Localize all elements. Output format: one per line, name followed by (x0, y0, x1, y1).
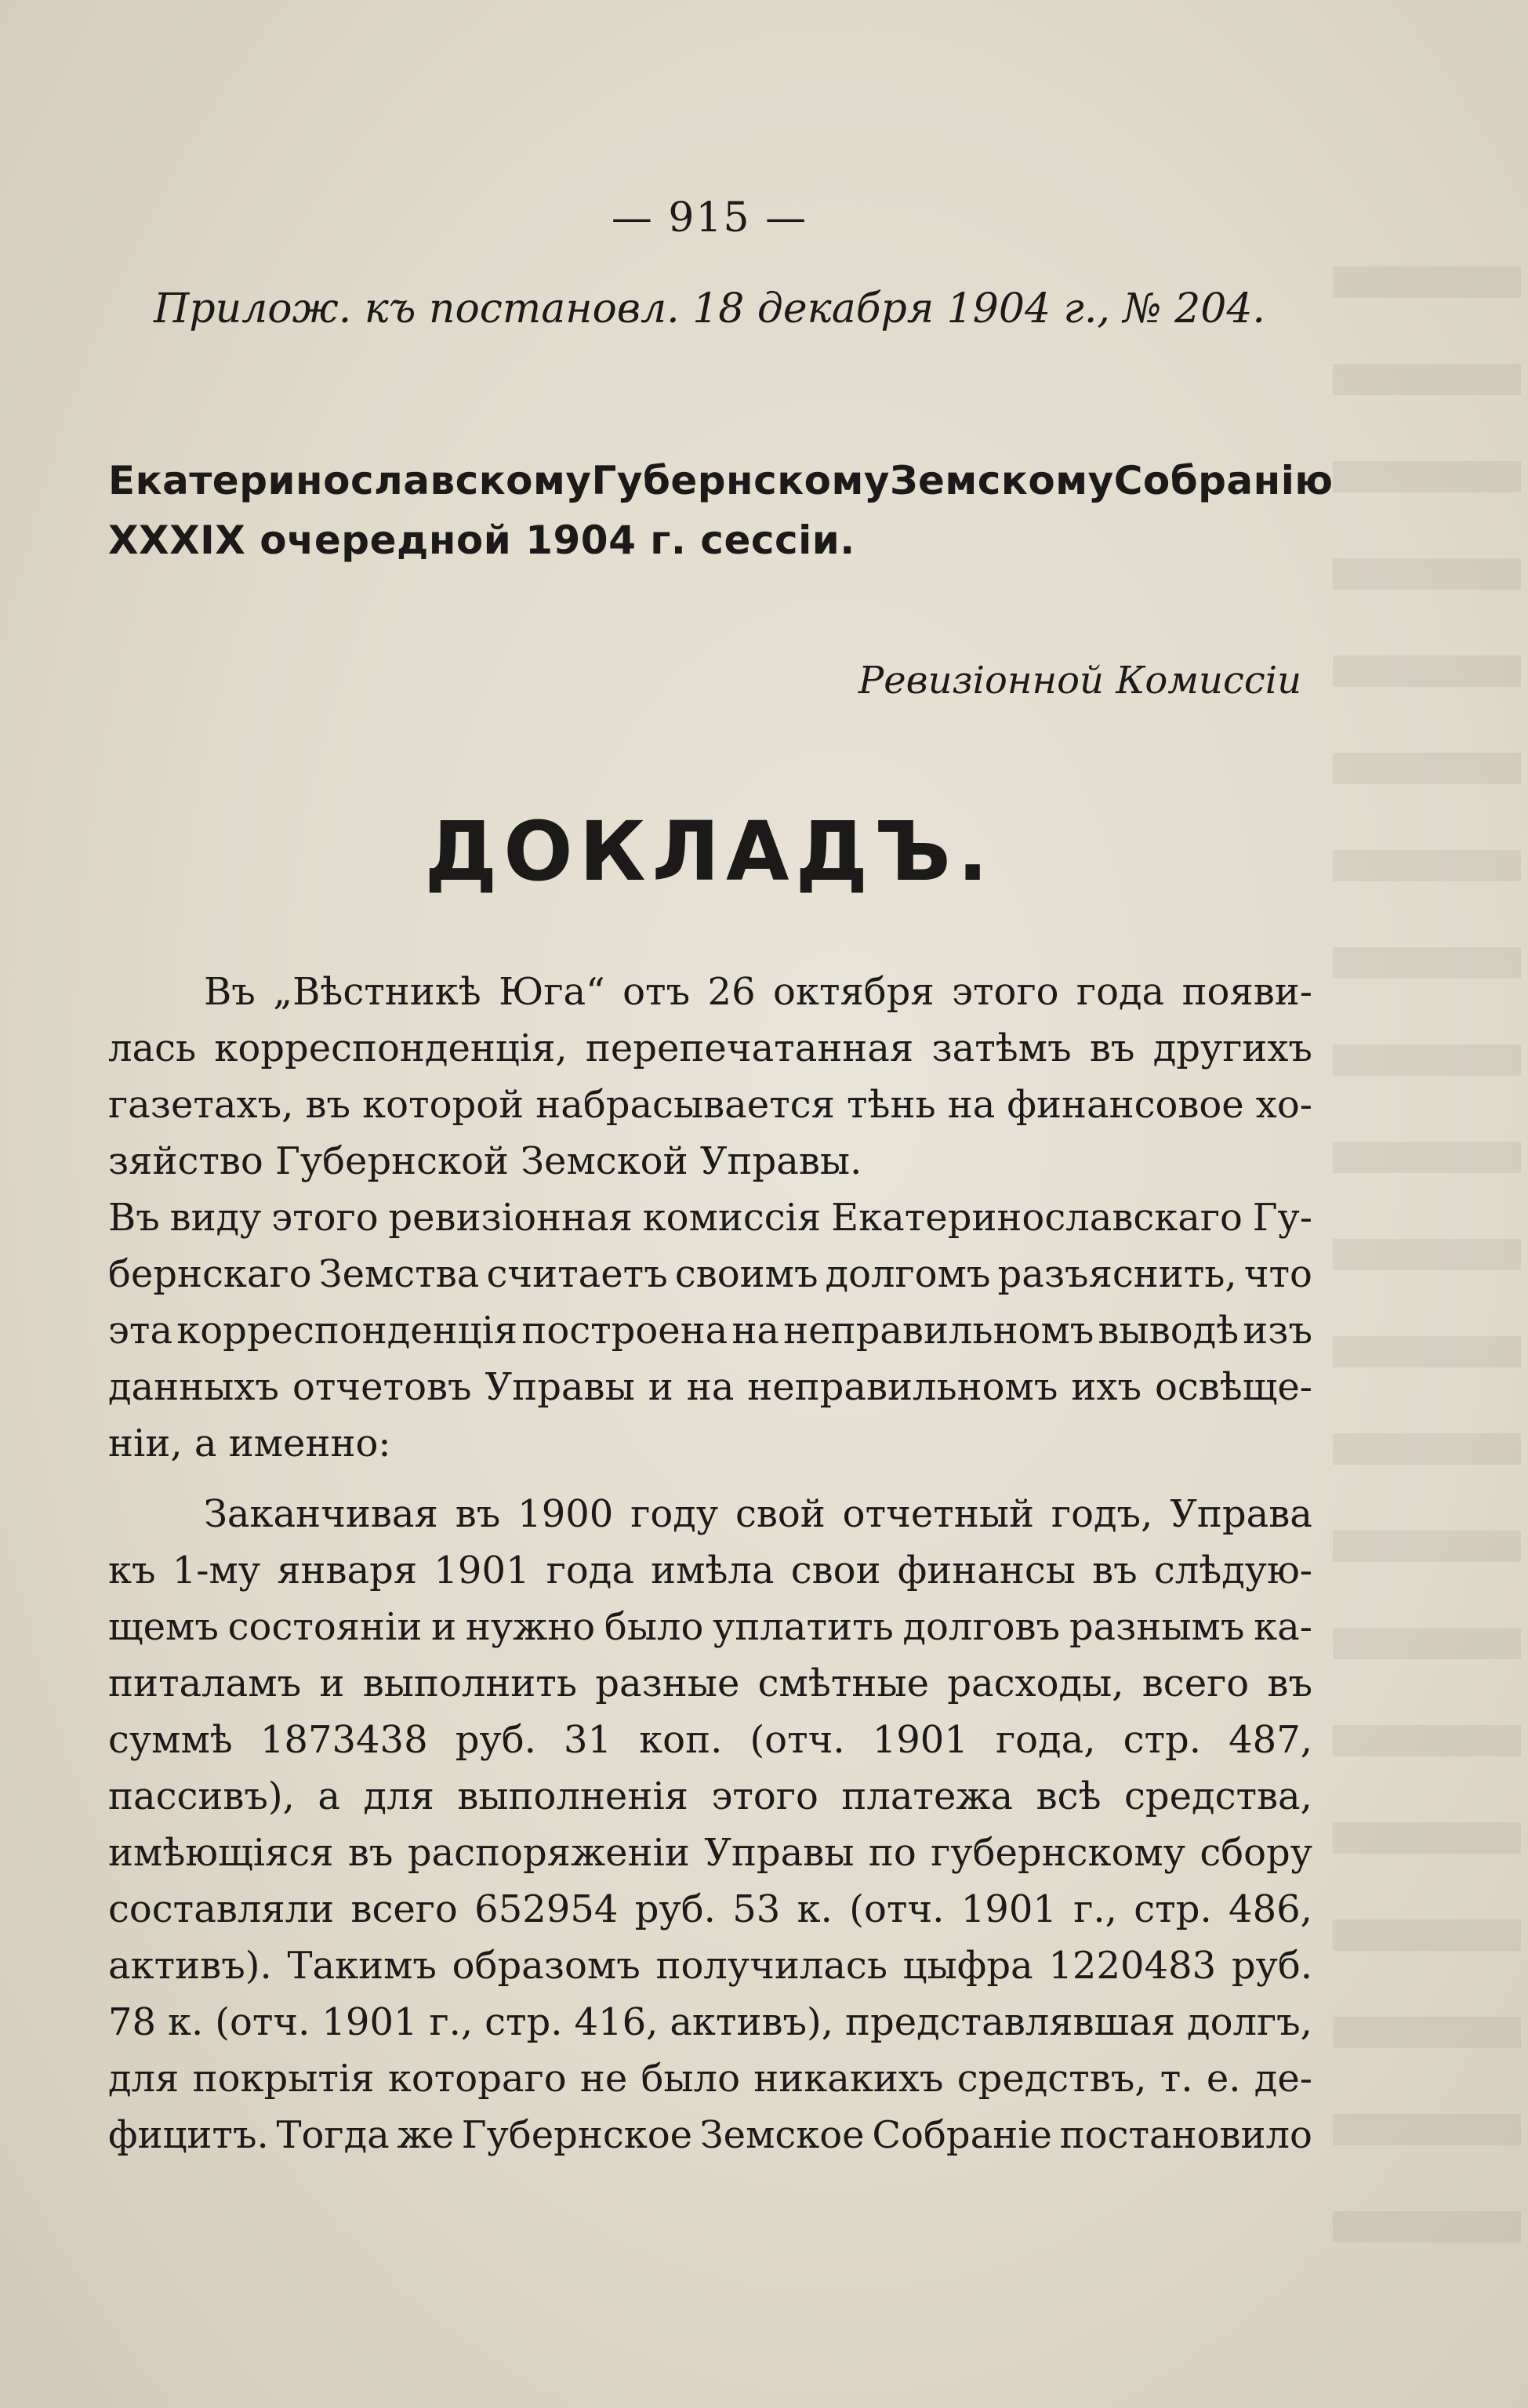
word: Управа (1170, 1492, 1312, 1536)
word: Собраніе (872, 2113, 1052, 2157)
word: появи- (1181, 970, 1312, 1014)
word: сбору (1200, 1831, 1312, 1875)
word: долговъ (902, 1605, 1061, 1649)
word: разнымъ (1069, 1605, 1245, 1649)
word: ревизіонная (388, 1196, 633, 1240)
word: пассивъ), (108, 1774, 295, 1818)
word: Въ (204, 970, 256, 1014)
body-line (108, 1718, 1312, 1762)
resolution-reference: Прилож. къ постановл. 18 декабря 1904 г., № 204. (154, 285, 1265, 332)
word: активъ), (670, 2000, 834, 2044)
word: виду (169, 1196, 262, 1240)
word: 1-му (172, 1549, 261, 1593)
word: свои (790, 1549, 881, 1593)
word: уплатить (713, 1605, 894, 1649)
word: неправильномъ (783, 1309, 1094, 1353)
word: Собранію (1113, 458, 1334, 503)
word: января (277, 1549, 418, 1593)
word: отчетный (842, 1492, 1035, 1536)
word: выводѣ (1098, 1309, 1239, 1353)
word: составляли (108, 1887, 335, 1931)
word: которой (362, 1083, 524, 1127)
word: же (397, 2113, 455, 2157)
word: губернскому (931, 1831, 1185, 1875)
word: въ (347, 1831, 394, 1875)
body-line (108, 2000, 1312, 2044)
body-line (108, 1944, 1312, 1988)
word: корреспонденція (176, 1309, 518, 1353)
word: всего (1141, 1662, 1250, 1705)
word: эта (108, 1309, 173, 1353)
word: финансовое (1007, 1083, 1244, 1127)
word: отъ (622, 970, 691, 1014)
body-line (108, 1662, 1312, 1705)
word: „Вѣстникѣ (273, 970, 481, 1014)
body-line (108, 1549, 1312, 1593)
word: платежа (841, 1774, 1014, 1818)
body-line (108, 1887, 1312, 1931)
body-line (204, 1492, 1312, 1536)
word: для (363, 1774, 434, 1818)
report-title: ДОКЛАДЪ. (424, 804, 995, 899)
word: въ (1092, 1549, 1138, 1593)
word: 1220483 (1048, 1944, 1217, 1988)
word: Юга“ (499, 970, 605, 1014)
word: построена (521, 1309, 728, 1353)
body-line (108, 1196, 1312, 1240)
word: долгомъ (825, 1252, 991, 1296)
word: стр. (485, 2000, 563, 2044)
word: Въ (108, 1196, 160, 1240)
word: покрытія (192, 2057, 375, 2101)
word: на (731, 1309, 780, 1353)
word: постановило (1059, 2113, 1312, 2157)
word: Земское (699, 2113, 865, 2157)
word: щемъ (108, 1605, 219, 1649)
word: Земства (318, 1252, 480, 1296)
word: Губернскому (591, 458, 890, 503)
word: 486, (1229, 1887, 1312, 1931)
word: 1873438 (260, 1718, 428, 1762)
word: октября (773, 970, 935, 1014)
word: выполнить (362, 1662, 577, 1705)
word: руб. (1231, 1944, 1312, 1988)
word: 31 (563, 1718, 612, 1762)
word: въ (455, 1492, 501, 1536)
word: считаетъ (486, 1252, 668, 1296)
word: данныхъ (108, 1365, 279, 1409)
word: Тогда (276, 2113, 390, 2157)
word: 53 (732, 1887, 781, 1931)
word: т. (1160, 2057, 1193, 2101)
word: (отч. (849, 1887, 945, 1931)
word: комиссія (642, 1196, 822, 1240)
word: представлявшая (844, 2000, 1176, 2044)
word: затѣмъ (931, 1026, 1072, 1070)
word: Такимъ (287, 1944, 437, 1988)
word: отчетовъ (292, 1365, 472, 1409)
word: никакихъ (753, 2057, 944, 2101)
word: къ (108, 1549, 156, 1593)
word: состояніи (227, 1605, 423, 1649)
word: средствъ, (956, 2057, 1147, 2101)
word: было (641, 2057, 740, 2101)
word: тѣнь (847, 1083, 936, 1127)
body-line (108, 1309, 1312, 1353)
word: г., (1073, 1887, 1117, 1931)
word: 487, (1229, 1718, 1312, 1762)
body-line: ніи, а именно: (108, 1422, 391, 1466)
word: хо- (1255, 1083, 1312, 1127)
word: года (546, 1549, 634, 1593)
word: 78 (108, 2000, 157, 2044)
word: всего (350, 1887, 458, 1931)
word: Гу- (1252, 1196, 1312, 1240)
word: активъ). (108, 1944, 272, 1988)
word: этого (711, 1774, 818, 1818)
body-line: зяйство Губернской Земской Управы. (108, 1139, 862, 1183)
bleed-through-shadow (1333, 267, 1521, 2305)
word: года, (995, 1718, 1096, 1762)
word: де- (1254, 2057, 1312, 2101)
word: имѣла (651, 1549, 775, 1593)
word: лась (108, 1026, 197, 1070)
word: на (947, 1083, 996, 1127)
word: своимъ (674, 1252, 818, 1296)
word: свой (735, 1492, 826, 1536)
word: Екатеринославскому (108, 458, 592, 503)
word: стр. (1134, 1887, 1212, 1931)
word: ка- (1254, 1605, 1312, 1649)
word: 1901 (960, 1887, 1057, 1931)
word: к. (168, 2000, 204, 2044)
word: что (1243, 1252, 1312, 1296)
word: слѣдую- (1153, 1549, 1312, 1593)
word: имѣющіяся (108, 1831, 334, 1875)
word: для (108, 2057, 180, 2101)
word: этого (952, 970, 1059, 1014)
word: набрасывается (535, 1083, 835, 1127)
body-line (108, 1252, 1312, 1296)
word: фицитъ. (108, 2113, 269, 2157)
word: корреспонденція, (214, 1026, 568, 1070)
word: 26 (707, 970, 756, 1014)
word: финансы (897, 1549, 1076, 1593)
word: въ (1267, 1662, 1312, 1705)
word: смѣтные (757, 1662, 929, 1705)
word: е. (1206, 2057, 1241, 2101)
body-line (108, 1083, 1312, 1127)
word: (отч. (215, 2000, 310, 2044)
body-line (108, 1605, 1312, 1649)
word: получилась (655, 1944, 887, 1988)
word: 416, (574, 2000, 659, 2044)
word: было (604, 1605, 704, 1649)
word: г., (429, 2000, 474, 2044)
word: стр. (1123, 1718, 1201, 1762)
word: долгъ, (1187, 2000, 1312, 2044)
word: по (868, 1831, 916, 1875)
word: руб. (455, 1718, 536, 1762)
word: въ (305, 1083, 351, 1127)
body-line (108, 1365, 1312, 1409)
word: Екатеринославскаго (831, 1196, 1243, 1240)
body-line (108, 2057, 1312, 2101)
word: разные (595, 1662, 740, 1705)
body-line (108, 1774, 1312, 1818)
word: годъ, (1051, 1492, 1153, 1536)
word: к. (797, 1887, 833, 1931)
word: не (579, 2057, 628, 2101)
body-line (204, 970, 1312, 1014)
word: и (648, 1365, 673, 1409)
word: суммѣ (108, 1718, 233, 1762)
word: выполненія (457, 1774, 688, 1818)
word: 1901 (434, 1549, 530, 1593)
word: и (319, 1662, 345, 1705)
word: неправильномъ (747, 1365, 1058, 1409)
word: распоряженіи (407, 1831, 690, 1875)
word: образомъ (452, 1944, 641, 1988)
word: на (686, 1365, 735, 1409)
word: Земскому (889, 458, 1114, 503)
word: 1900 (517, 1492, 614, 1536)
word: разъяснить, (997, 1252, 1237, 1296)
word: расходы, (947, 1662, 1124, 1705)
page-number: — 915 — (611, 194, 808, 242)
body-line (108, 1026, 1312, 1070)
word: 1901 (872, 1718, 968, 1762)
word: цыфра (902, 1944, 1033, 1988)
word: нужно (465, 1605, 596, 1649)
word: (отч. (749, 1718, 845, 1762)
word: изъ (1243, 1309, 1312, 1353)
word: Управы (704, 1831, 855, 1875)
word: питаламъ (108, 1662, 302, 1705)
word: году (630, 1492, 719, 1536)
addressee-line-2: XXXIX очередной 1904 г. сессіи. (108, 518, 855, 563)
word: Управы (485, 1365, 635, 1409)
word: котораго (387, 2057, 567, 2101)
word: коп. (639, 1718, 723, 1762)
word: а (318, 1774, 341, 1818)
commission-name: Ревизіонной Комиссіи (858, 659, 1301, 703)
word: Заканчивая (204, 1492, 438, 1536)
word: въ (1089, 1026, 1135, 1070)
word: 652954 (474, 1887, 619, 1931)
word: другихъ (1152, 1026, 1312, 1070)
word: бернскаго (108, 1252, 312, 1296)
word: перепечатанная (585, 1026, 914, 1070)
word: ихъ (1071, 1365, 1141, 1409)
word: освѣще- (1154, 1365, 1312, 1409)
word: Губернское (461, 2113, 693, 2157)
body-line (108, 2113, 1312, 2157)
word: этого (271, 1196, 379, 1240)
word: руб. (634, 1887, 716, 1931)
word: 1901 (321, 2000, 418, 2044)
word: года (1076, 970, 1165, 1014)
word: газетахъ, (108, 1083, 294, 1127)
body-line (108, 1831, 1312, 1875)
word: средства, (1124, 1774, 1312, 1818)
word: и (431, 1605, 457, 1649)
word: всѣ (1036, 1774, 1102, 1818)
addressee-line-1 (108, 458, 1334, 503)
